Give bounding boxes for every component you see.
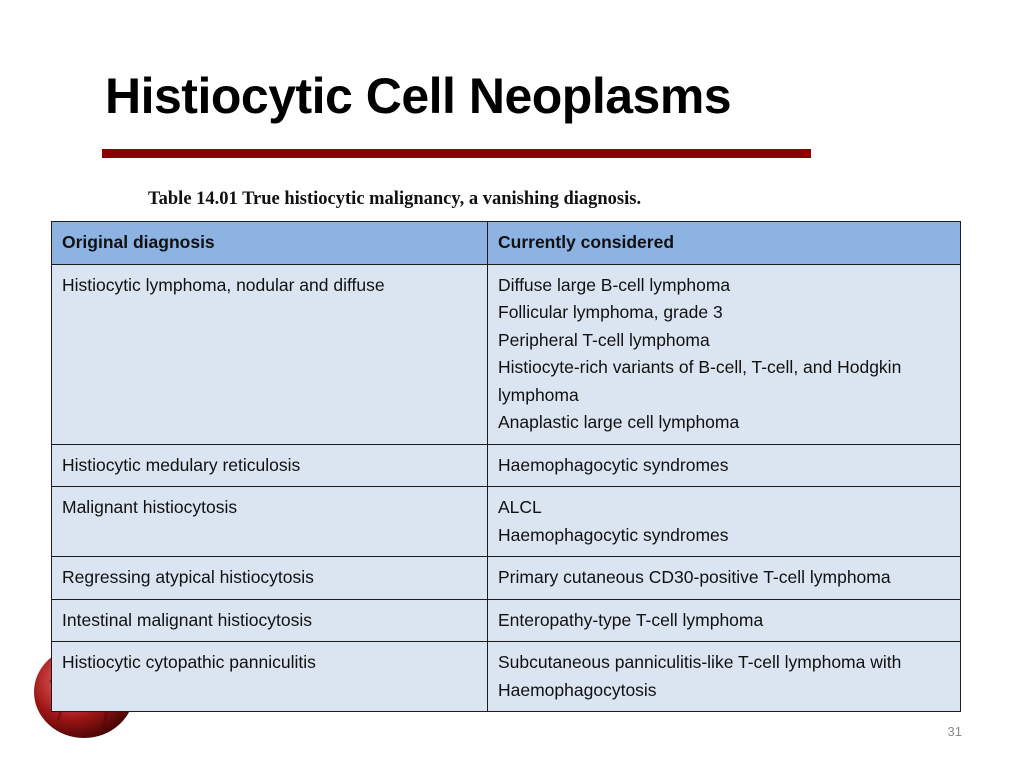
table-header-row [52, 222, 961, 265]
table-row [52, 642, 961, 712]
currently-considered-cell: Subcutaneous panniculitis-like T-cell lymphoma with Haemophagocytosis [488, 642, 961, 712]
currently-considered-cell: ALCL Haemophagocytic syndromes [488, 487, 961, 557]
currently-considered-cell: Haemophagocytic syndromes [488, 444, 961, 487]
header-original-diagnosis: Original diagnosis [52, 222, 488, 265]
currently-considered-cell: Enteropathy-type T-cell lymphoma [488, 599, 961, 642]
title-underline [102, 149, 811, 158]
currently-considered-cell: Diffuse large B-cell lymphoma Follicular lymphoma, grade 3 Peripheral T-cell lymphoma Histiocyte-rich variants of B-cell, T-cell, and Hodgkin lymphoma Anaplastic large cell lymphoma [488, 264, 961, 444]
table-row [52, 264, 961, 444]
original-diagnosis-cell: Intestinal malignant histiocytosis [52, 599, 488, 642]
table-row [52, 599, 961, 642]
diagnosis-table [51, 221, 961, 712]
original-diagnosis-cell: Histiocytic cytopathic panniculitis [52, 642, 488, 712]
original-diagnosis-cell: Histiocytic medulary reticulosis [52, 444, 488, 487]
table-row [52, 557, 961, 600]
table-row [52, 444, 961, 487]
original-diagnosis-cell: Regressing atypical histiocytosis [52, 557, 488, 600]
page-number: 31 [947, 724, 962, 739]
currently-considered-cell: Primary cutaneous CD30-positive T-cell lymphoma [488, 557, 961, 600]
header-currently-considered: Currently considered [488, 222, 961, 265]
slide-title: Histiocytic Cell Neoplasms [105, 68, 732, 124]
original-diagnosis-cell: Malignant histiocytosis [52, 487, 488, 557]
table-row [52, 487, 961, 557]
table-caption: Table 14.01 True histiocytic malignancy, a vanishing diagnosis. [148, 189, 642, 209]
original-diagnosis-cell: Histiocytic lymphoma, nodular and diffuse [52, 264, 488, 444]
